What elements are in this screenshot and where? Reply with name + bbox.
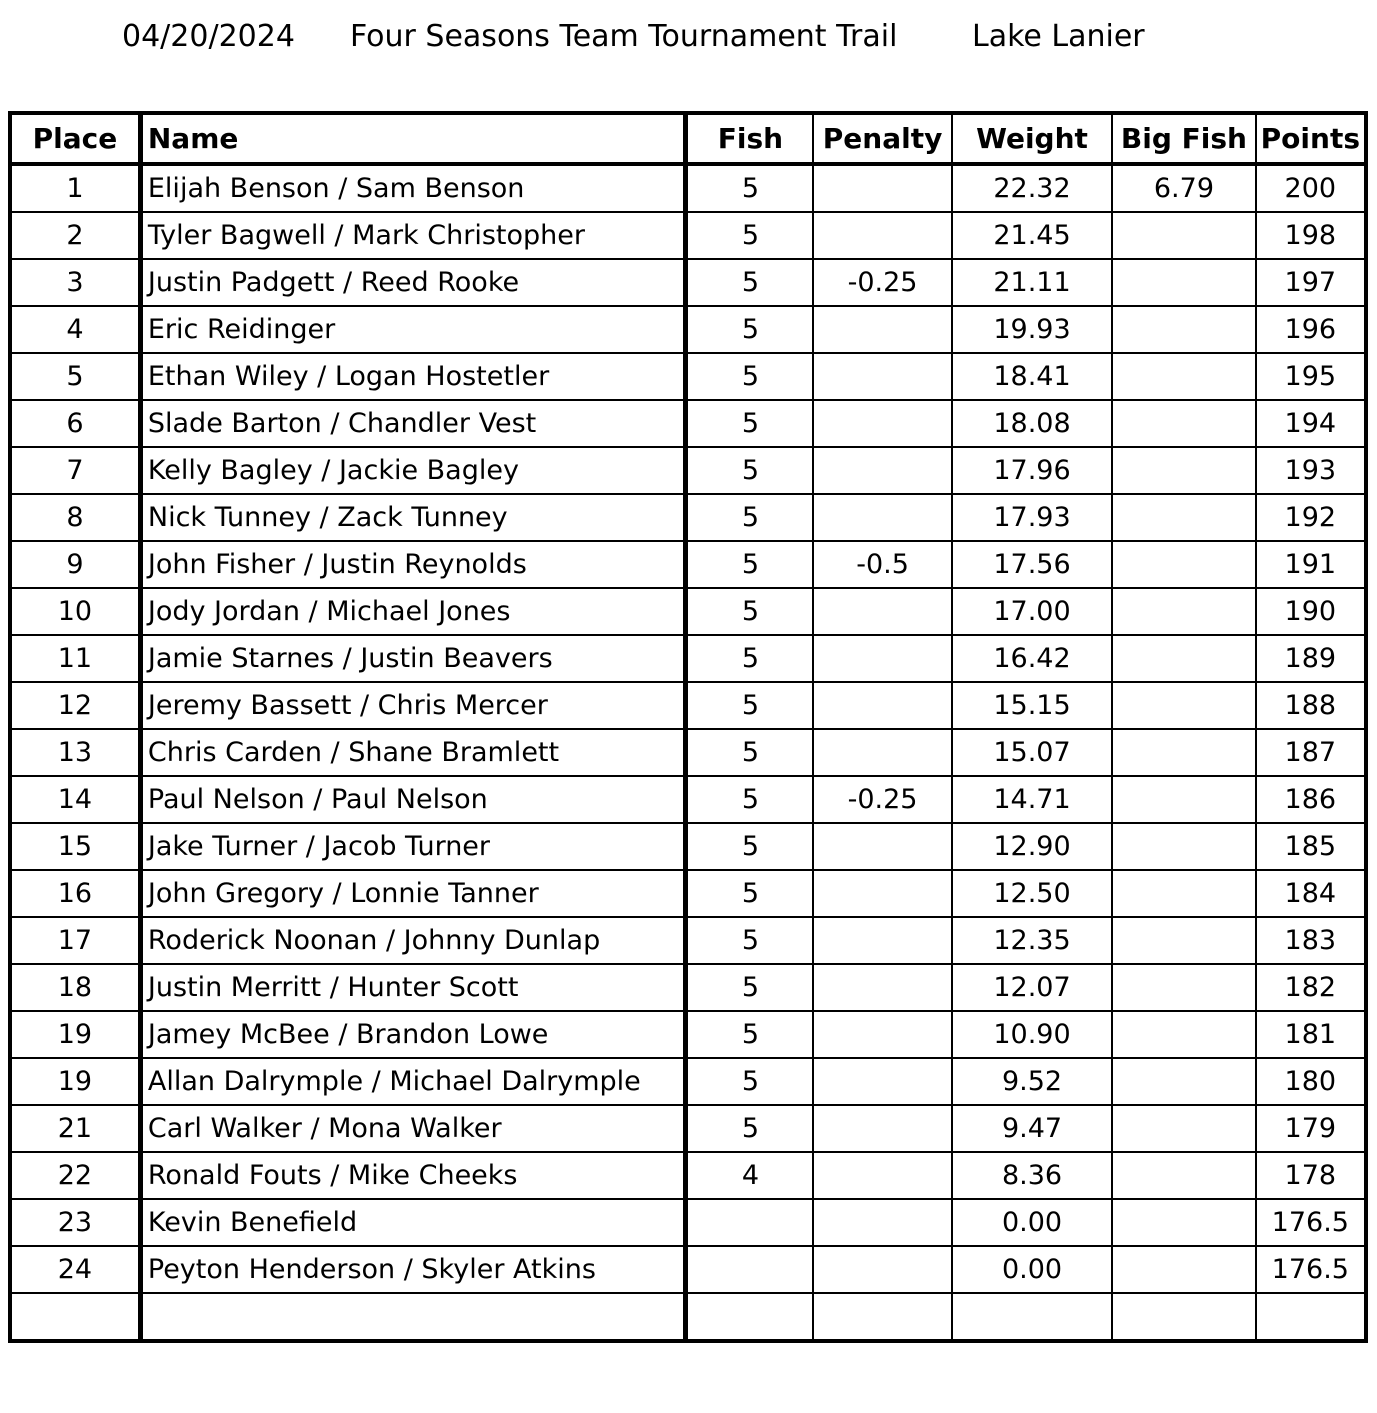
points-cell: 191 xyxy=(1256,541,1366,588)
points-cell: 186 xyxy=(1256,776,1366,823)
fish-cell: 5 xyxy=(686,494,813,541)
fish-cell: 5 xyxy=(686,1011,813,1058)
fish-cell: 4 xyxy=(686,1152,813,1199)
name-cell: Jake Turner / Jacob Turner xyxy=(140,823,686,870)
place-cell: 19 xyxy=(10,1058,140,1105)
big-fish-cell xyxy=(1112,1105,1255,1152)
table-row xyxy=(10,400,1366,447)
name-cell: Allan Dalrymple / Michael Dalrymple xyxy=(140,1058,686,1105)
tournament-title: Four Seasons Team Tournament Trail xyxy=(350,19,898,54)
fish-cell: 5 xyxy=(686,964,813,1011)
name-cell: Ronald Fouts / Mike Cheeks xyxy=(140,1152,686,1199)
big-fish-cell xyxy=(1112,635,1255,682)
big-fish-cell xyxy=(1112,259,1255,306)
place-cell: 17 xyxy=(10,917,140,964)
place-cell: 4 xyxy=(10,306,140,353)
fish-cell: 5 xyxy=(686,1058,813,1105)
weight-cell: 15.07 xyxy=(952,729,1112,776)
weight-cell: 17.96 xyxy=(952,447,1112,494)
big-fish-cell xyxy=(1112,823,1255,870)
points-cell: 190 xyxy=(1256,588,1366,635)
weight-cell: 12.90 xyxy=(952,823,1112,870)
place-cell: 22 xyxy=(10,1152,140,1199)
place-cell xyxy=(10,1293,140,1341)
penalty-cell xyxy=(813,1105,951,1152)
column-header-penalty: Penalty xyxy=(813,113,951,164)
big-fish-cell: 6.79 xyxy=(1112,164,1255,212)
penalty-cell xyxy=(813,823,951,870)
weight-cell: 9.47 xyxy=(952,1105,1112,1152)
big-fish-cell xyxy=(1112,917,1255,964)
penalty-cell xyxy=(813,1246,951,1293)
table-row xyxy=(10,682,1366,729)
column-header-weight: Weight xyxy=(952,113,1112,164)
weight-cell: 12.50 xyxy=(952,870,1112,917)
fish-cell xyxy=(686,1246,813,1293)
fish-cell: 5 xyxy=(686,353,813,400)
place-cell: 8 xyxy=(10,494,140,541)
points-cell: 196 xyxy=(1256,306,1366,353)
fish-cell: 5 xyxy=(686,400,813,447)
table-row xyxy=(10,823,1366,870)
points-cell: 183 xyxy=(1256,917,1366,964)
table-row xyxy=(10,494,1366,541)
big-fish-cell xyxy=(1112,1246,1255,1293)
table-row xyxy=(10,1058,1366,1105)
place-cell: 21 xyxy=(10,1105,140,1152)
fish-cell: 5 xyxy=(686,776,813,823)
table-row xyxy=(10,588,1366,635)
penalty-cell xyxy=(813,635,951,682)
penalty-cell xyxy=(813,1152,951,1199)
points-cell: 182 xyxy=(1256,964,1366,1011)
weight-cell: 21.11 xyxy=(952,259,1112,306)
table-row xyxy=(10,776,1366,823)
big-fish-cell xyxy=(1112,212,1255,259)
weight-cell: 17.56 xyxy=(952,541,1112,588)
name-cell: Jamie Starnes / Justin Beavers xyxy=(140,635,686,682)
fish-cell: 5 xyxy=(686,635,813,682)
big-fish-cell xyxy=(1112,541,1255,588)
big-fish-cell xyxy=(1112,870,1255,917)
penalty-cell xyxy=(813,400,951,447)
penalty-cell: -0.25 xyxy=(813,776,951,823)
place-cell: 10 xyxy=(10,588,140,635)
points-cell: 198 xyxy=(1256,212,1366,259)
points-cell: 176.5 xyxy=(1256,1246,1366,1293)
fish-cell: 5 xyxy=(686,917,813,964)
table-header-row xyxy=(10,113,1366,164)
place-cell: 16 xyxy=(10,870,140,917)
table-row xyxy=(10,541,1366,588)
column-header-fish: Fish xyxy=(686,113,813,164)
name-cell: Paul Nelson / Paul Nelson xyxy=(140,776,686,823)
fish-cell: 5 xyxy=(686,212,813,259)
name-cell: Slade Barton / Chandler Vest xyxy=(140,400,686,447)
weight-cell xyxy=(952,1293,1112,1341)
penalty-cell xyxy=(813,588,951,635)
big-fish-cell xyxy=(1112,776,1255,823)
results-body xyxy=(10,164,1366,1341)
table-row xyxy=(10,917,1366,964)
big-fish-cell xyxy=(1112,1011,1255,1058)
weight-cell: 0.00 xyxy=(952,1199,1112,1246)
name-cell: John Gregory / Lonnie Tanner xyxy=(140,870,686,917)
table-row xyxy=(10,1199,1366,1246)
table-row xyxy=(10,635,1366,682)
big-fish-cell xyxy=(1112,1293,1255,1341)
penalty-cell xyxy=(813,964,951,1011)
tournament-date: 04/20/2024 xyxy=(122,19,295,54)
table-row xyxy=(10,1293,1366,1341)
big-fish-cell xyxy=(1112,729,1255,776)
weight-cell: 10.90 xyxy=(952,1011,1112,1058)
weight-cell: 12.35 xyxy=(952,917,1112,964)
place-cell: 9 xyxy=(10,541,140,588)
name-cell xyxy=(140,1293,686,1341)
weight-cell: 21.45 xyxy=(952,212,1112,259)
fish-cell: 5 xyxy=(686,682,813,729)
name-cell: Peyton Henderson / Skyler Atkins xyxy=(140,1246,686,1293)
penalty-cell xyxy=(813,353,951,400)
results-table xyxy=(8,111,1368,1343)
big-fish-cell xyxy=(1112,353,1255,400)
place-cell: 15 xyxy=(10,823,140,870)
big-fish-cell xyxy=(1112,400,1255,447)
place-cell: 7 xyxy=(10,447,140,494)
fish-cell: 5 xyxy=(686,588,813,635)
place-cell: 24 xyxy=(10,1246,140,1293)
table-row xyxy=(10,1152,1366,1199)
points-cell: 178 xyxy=(1256,1152,1366,1199)
table-row xyxy=(10,729,1366,776)
place-cell: 19 xyxy=(10,1011,140,1058)
big-fish-cell xyxy=(1112,447,1255,494)
weight-cell: 16.42 xyxy=(952,635,1112,682)
points-cell xyxy=(1256,1293,1366,1341)
table-row xyxy=(10,306,1366,353)
big-fish-cell xyxy=(1112,682,1255,729)
place-cell: 11 xyxy=(10,635,140,682)
column-header-name: Name xyxy=(140,113,686,164)
tournament-lake: Lake Lanier xyxy=(972,19,1145,54)
fish-cell: 5 xyxy=(686,870,813,917)
name-cell: Jeremy Bassett / Chris Mercer xyxy=(140,682,686,729)
penalty-cell xyxy=(813,1199,951,1246)
weight-cell: 0.00 xyxy=(952,1246,1112,1293)
penalty-cell xyxy=(813,164,951,212)
name-cell: John Fisher / Justin Reynolds xyxy=(140,541,686,588)
column-header-points: Points xyxy=(1256,113,1366,164)
name-cell: Kelly Bagley / Jackie Bagley xyxy=(140,447,686,494)
big-fish-cell xyxy=(1112,1199,1255,1246)
fish-cell: 5 xyxy=(686,541,813,588)
points-cell: 193 xyxy=(1256,447,1366,494)
fish-cell: 5 xyxy=(686,306,813,353)
weight-cell: 22.32 xyxy=(952,164,1112,212)
table-row xyxy=(10,212,1366,259)
name-cell: Justin Merritt / Hunter Scott xyxy=(140,964,686,1011)
points-cell: 192 xyxy=(1256,494,1366,541)
big-fish-cell xyxy=(1112,1058,1255,1105)
big-fish-cell xyxy=(1112,494,1255,541)
table-row xyxy=(10,1011,1366,1058)
table-row xyxy=(10,870,1366,917)
big-fish-cell xyxy=(1112,306,1255,353)
place-cell: 2 xyxy=(10,212,140,259)
points-cell: 197 xyxy=(1256,259,1366,306)
name-cell: Chris Carden / Shane Bramlett xyxy=(140,729,686,776)
fish-cell: 5 xyxy=(686,447,813,494)
place-cell: 1 xyxy=(10,164,140,212)
weight-cell: 17.93 xyxy=(952,494,1112,541)
points-cell: 194 xyxy=(1256,400,1366,447)
points-cell: 187 xyxy=(1256,729,1366,776)
points-cell: 195 xyxy=(1256,353,1366,400)
place-cell: 18 xyxy=(10,964,140,1011)
penalty-cell xyxy=(813,870,951,917)
name-cell: Nick Tunney / Zack Tunney xyxy=(140,494,686,541)
column-header-big-fish: Big Fish xyxy=(1112,113,1255,164)
name-cell: Roderick Noonan / Johnny Dunlap xyxy=(140,917,686,964)
table-row xyxy=(10,259,1366,306)
penalty-cell xyxy=(813,1011,951,1058)
penalty-cell: -0.5 xyxy=(813,541,951,588)
weight-cell: 14.71 xyxy=(952,776,1112,823)
points-cell: 200 xyxy=(1256,164,1366,212)
penalty-cell xyxy=(813,1058,951,1105)
big-fish-cell xyxy=(1112,588,1255,635)
table-row xyxy=(10,1246,1366,1293)
points-cell: 180 xyxy=(1256,1058,1366,1105)
fish-cell xyxy=(686,1199,813,1246)
column-header-place: Place xyxy=(10,113,140,164)
penalty-cell xyxy=(813,447,951,494)
penalty-cell xyxy=(813,917,951,964)
name-cell: Tyler Bagwell / Mark Christopher xyxy=(140,212,686,259)
table-row xyxy=(10,353,1366,400)
place-cell: 5 xyxy=(10,353,140,400)
big-fish-cell xyxy=(1112,1152,1255,1199)
points-cell: 176.5 xyxy=(1256,1199,1366,1246)
penalty-cell xyxy=(813,306,951,353)
points-cell: 184 xyxy=(1256,870,1366,917)
place-cell: 3 xyxy=(10,259,140,306)
weight-cell: 8.36 xyxy=(952,1152,1112,1199)
table-row xyxy=(10,447,1366,494)
weight-cell: 19.93 xyxy=(952,306,1112,353)
fish-cell xyxy=(686,1293,813,1341)
page-header xyxy=(0,14,1377,60)
weight-cell: 12.07 xyxy=(952,964,1112,1011)
name-cell: Justin Padgett / Reed Rooke xyxy=(140,259,686,306)
fish-cell: 5 xyxy=(686,259,813,306)
name-cell: Kevin Benefield xyxy=(140,1199,686,1246)
weight-cell: 17.00 xyxy=(952,588,1112,635)
place-cell: 12 xyxy=(10,682,140,729)
name-cell: Elijah Benson / Sam Benson xyxy=(140,164,686,212)
place-cell: 6 xyxy=(10,400,140,447)
weight-cell: 18.41 xyxy=(952,353,1112,400)
fish-cell: 5 xyxy=(686,164,813,212)
penalty-cell: -0.25 xyxy=(813,259,951,306)
weight-cell: 9.52 xyxy=(952,1058,1112,1105)
place-cell: 23 xyxy=(10,1199,140,1246)
penalty-cell xyxy=(813,682,951,729)
table-row xyxy=(10,164,1366,212)
place-cell: 13 xyxy=(10,729,140,776)
penalty-cell xyxy=(813,212,951,259)
table-row xyxy=(10,1105,1366,1152)
fish-cell: 5 xyxy=(686,1105,813,1152)
weight-cell: 18.08 xyxy=(952,400,1112,447)
table-row xyxy=(10,964,1366,1011)
name-cell: Eric Reidinger xyxy=(140,306,686,353)
penalty-cell xyxy=(813,729,951,776)
points-cell: 185 xyxy=(1256,823,1366,870)
name-cell: Jody Jordan / Michael Jones xyxy=(140,588,686,635)
name-cell: Ethan Wiley / Logan Hostetler xyxy=(140,353,686,400)
penalty-cell xyxy=(813,1293,951,1341)
points-cell: 179 xyxy=(1256,1105,1366,1152)
points-cell: 181 xyxy=(1256,1011,1366,1058)
place-cell: 14 xyxy=(10,776,140,823)
fish-cell: 5 xyxy=(686,823,813,870)
penalty-cell xyxy=(813,494,951,541)
name-cell: Carl Walker / Mona Walker xyxy=(140,1105,686,1152)
points-cell: 189 xyxy=(1256,635,1366,682)
fish-cell: 5 xyxy=(686,729,813,776)
big-fish-cell xyxy=(1112,964,1255,1011)
weight-cell: 15.15 xyxy=(952,682,1112,729)
points-cell: 188 xyxy=(1256,682,1366,729)
name-cell: Jamey McBee / Brandon Lowe xyxy=(140,1011,686,1058)
